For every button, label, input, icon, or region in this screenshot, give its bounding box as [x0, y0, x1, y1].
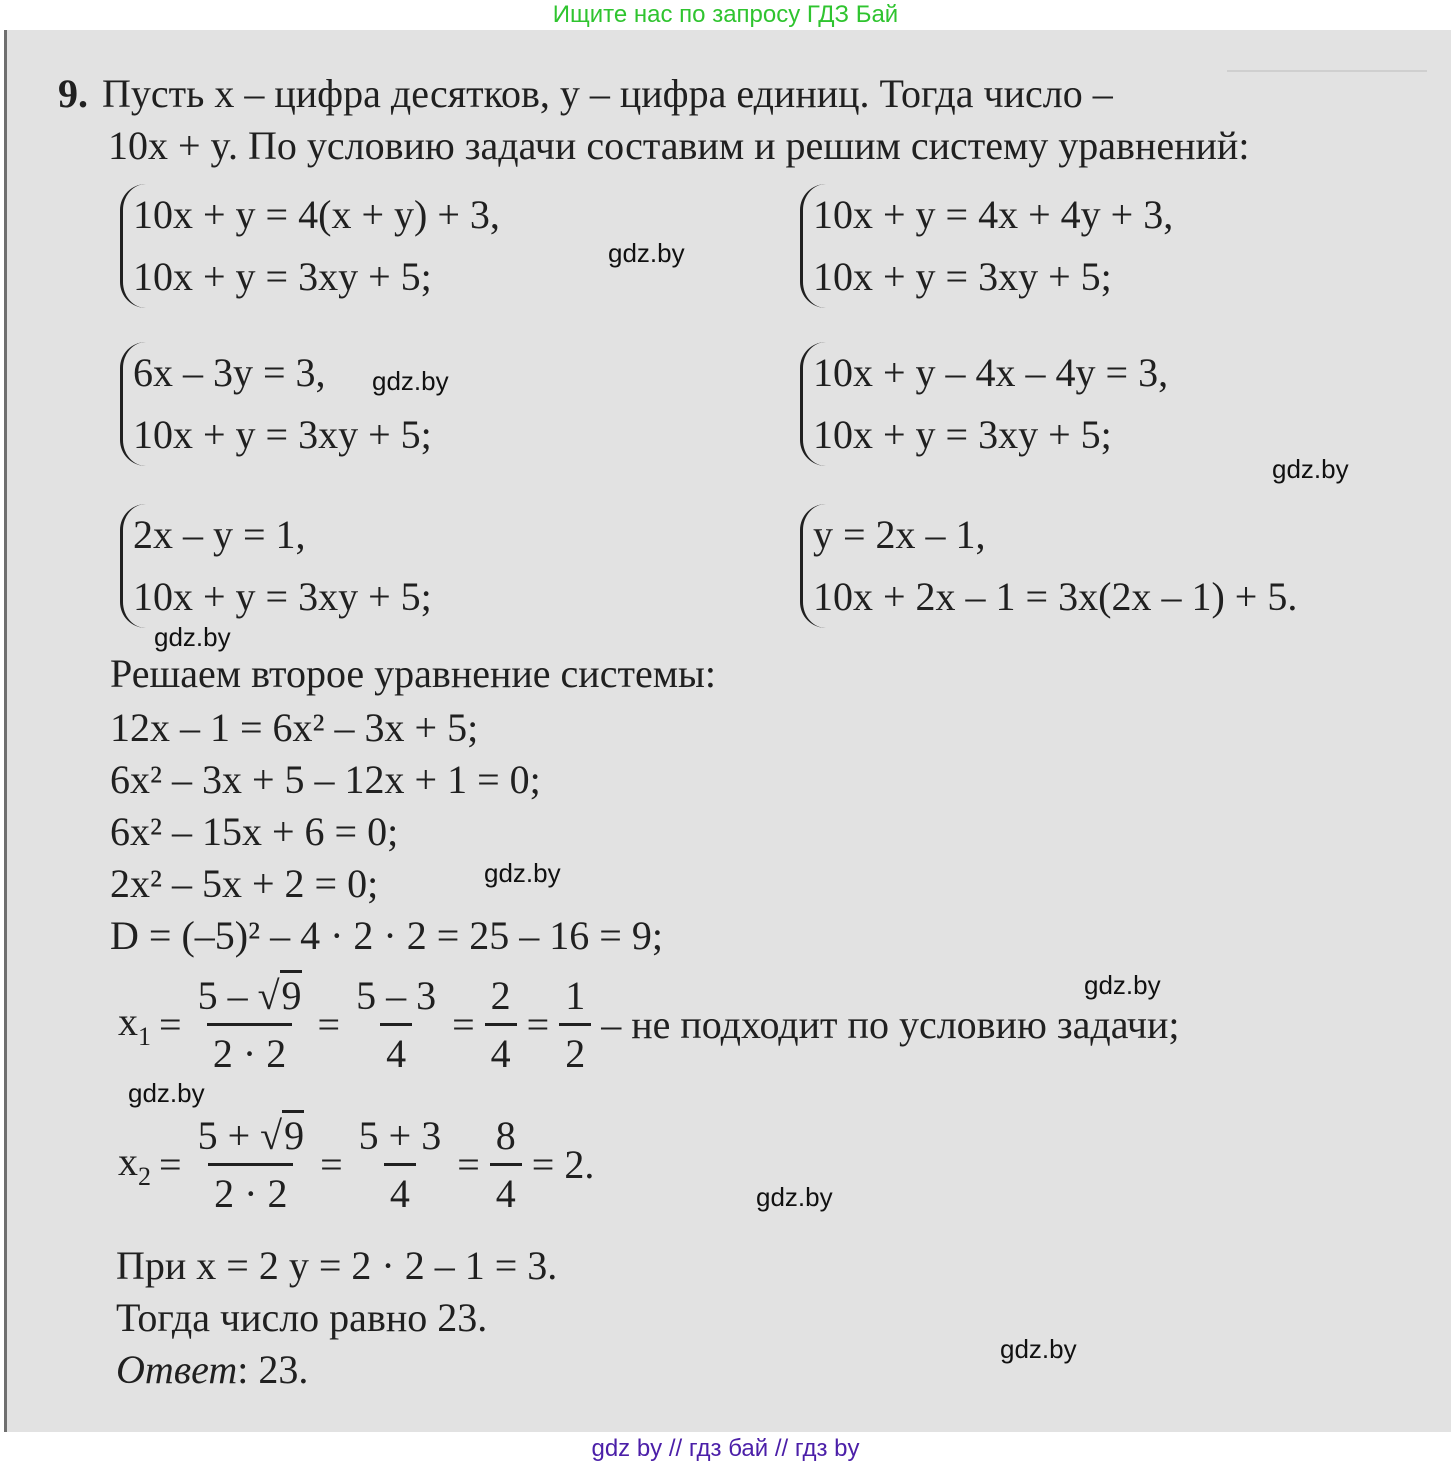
equals-sign: = — [452, 1002, 475, 1047]
problem-intro-1: Пусть x – цифра десятков, y – цифра единиц. Тогда число – — [102, 71, 1113, 116]
system-eq-2: 10x + y = 3xy + 5; — [813, 412, 1112, 457]
equals-sign: = — [320, 1142, 343, 1187]
watermark: gdz.by — [608, 238, 685, 268]
equation-system — [800, 342, 1168, 466]
problem-number: 9. — [58, 71, 88, 116]
equation-system — [800, 504, 1297, 628]
root-note: – не подходит по условию задачи; — [601, 1002, 1180, 1047]
fraction: $\frac{5 - √9}{2 \cdot 2}$ — [192, 972, 308, 1077]
equals-sign: = — [317, 1002, 341, 1047]
watermark: gdz.by — [484, 858, 561, 888]
equals-sign: = — [159, 1002, 182, 1047]
watermark: gdz.by — [154, 622, 231, 652]
watermark: gdz.by — [128, 1078, 205, 1108]
system-eq-2: 10x + y = 3xy + 5; — [133, 574, 432, 619]
root-x1 — [118, 972, 1180, 1077]
bleed-through-mark — [1227, 70, 1427, 102]
answer-label: Ответ — [116, 1347, 238, 1392]
answer-value: : 23. — [237, 1347, 309, 1392]
system-eq-1: 10x + y – 4x – 4y = 3, — [813, 350, 1169, 395]
equation-system — [120, 342, 432, 466]
footer-links: gdz by // гдз бай // гдз by — [0, 1432, 1451, 1466]
solve-heading: Решаем второе уравнение системы: — [110, 651, 716, 696]
top-banner: Ищите нас по запросу ГДЗ Бай — [0, 0, 1451, 30]
equation-system — [120, 504, 432, 628]
solve-step: 12x – 1 = 6x² – 3x + 5; — [110, 705, 479, 750]
fraction: $\frac{5 + √9}{2 \cdot 2}$ — [192, 1112, 311, 1217]
fraction: $\frac{1}{2}$ — [559, 972, 591, 1077]
solve-step: 6x² – 3x + 5 – 12x + 1 = 0; — [110, 757, 541, 802]
watermark: gdz.by — [756, 1182, 833, 1212]
solve-step: 2x² – 5x + 2 = 0; — [110, 861, 379, 906]
root-var: $x_2$ — [118, 1138, 151, 1191]
fraction: $\frac{8}{4}$ — [490, 1112, 522, 1217]
problem-intro-2: 10x + y. По условию задачи составим и решим систему уравнений: — [108, 123, 1250, 168]
equals-sign: = — [159, 1142, 182, 1187]
system-eq-2: 10x + y = 3xy + 5; — [133, 254, 432, 299]
system-eq-2: 10x + y = 3xy + 5; — [133, 412, 432, 457]
fraction: $\frac{2}{4}$ — [485, 972, 517, 1077]
conclusion-line-1: При x = 2 y = 2 · 2 – 1 = 3. — [116, 1243, 558, 1288]
solve-step: 6x² – 15x + 6 = 0; — [110, 809, 399, 854]
system-eq-1: 10x + y = 4x + 4y + 3, — [813, 192, 1174, 237]
root-tail: = 2. — [531, 1142, 595, 1187]
equals-sign: = — [526, 1002, 550, 1047]
system-eq-1: y = 2x – 1, — [813, 512, 986, 557]
system-eq-1: 2x – y = 1, — [133, 512, 306, 557]
conclusion-line-2: Тогда число равно 23. — [116, 1295, 488, 1340]
fraction: $\frac{5 - 3}{4}$ — [356, 973, 437, 1076]
watermark: gdz.by — [1272, 454, 1349, 484]
discriminant-line: D = (–5)² – 4 · 2 · 2 = 25 – 16 = 9; — [110, 913, 663, 958]
equation-system — [800, 184, 1173, 308]
equals-sign: = — [457, 1142, 480, 1187]
system-eq-1: 10x + y = 4(x + y) + 3, — [133, 192, 500, 237]
fraction: $\frac{5 + 3}{4}$ — [358, 1113, 442, 1216]
root-var: $x_1$ — [118, 998, 151, 1051]
answer-line — [116, 1346, 308, 1393]
watermark: gdz.by — [1000, 1334, 1077, 1364]
equation-system — [120, 184, 500, 308]
system-eq-1: 6x – 3y = 3, — [133, 350, 326, 395]
watermark: gdz.by — [372, 366, 449, 396]
system-eq-2: 10x + 2x – 1 = 3x(2x – 1) + 5. — [813, 574, 1298, 619]
system-eq-2: 10x + y = 3xy + 5; — [813, 254, 1112, 299]
root-x2 — [118, 1112, 594, 1217]
problem-line-1 — [58, 70, 1113, 117]
watermark: gdz.by — [1084, 970, 1161, 1000]
